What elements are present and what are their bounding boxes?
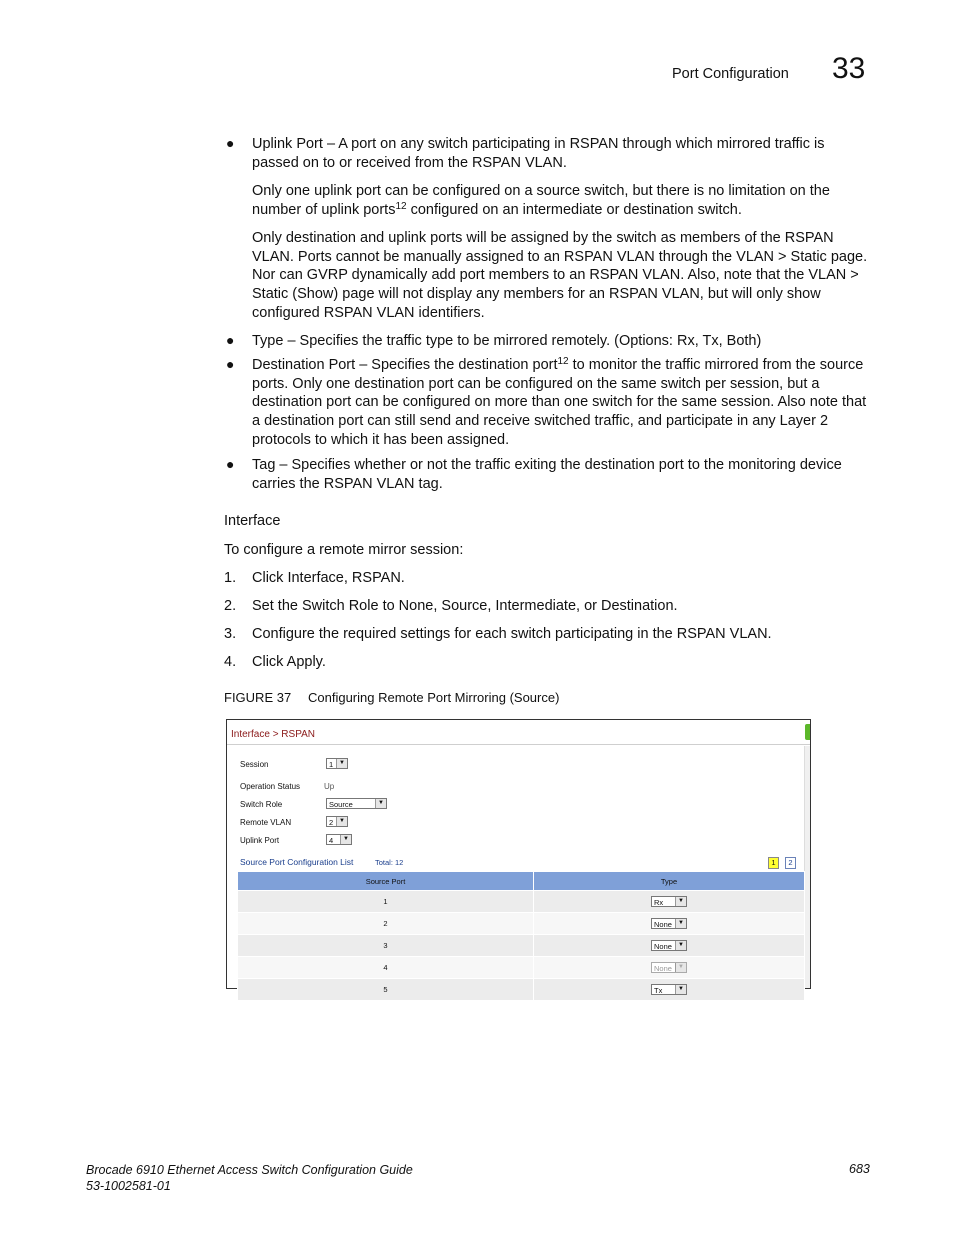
remote-vlan-select[interactable]: 2 ▼ — [326, 816, 348, 827]
type-cell — [534, 957, 805, 979]
chevron-down-icon: ▼ — [375, 799, 386, 808]
session-select[interactable]: 1 ▼ — [326, 758, 348, 769]
footer-left — [86, 1162, 413, 1194]
type-select[interactable]: Tx ▼ — [651, 984, 687, 995]
bullet-marker: ● — [226, 332, 235, 348]
page-number: 683 — [849, 1162, 870, 1176]
table-row — [238, 935, 805, 957]
port-cell: 4 — [238, 957, 534, 979]
chevron-down-icon: ▼ — [675, 919, 686, 928]
footnote-ref: 12 — [557, 356, 569, 367]
type-cell — [534, 979, 805, 1001]
rspan-screenshot — [226, 719, 811, 995]
type-cell — [534, 935, 805, 957]
intro-paragraph: To configure a remote mirror session: — [224, 542, 464, 558]
table-row — [238, 913, 805, 935]
apply-tab-indicator[interactable] — [805, 724, 810, 740]
uplink-port-select[interactable]: 4 ▼ — [326, 834, 352, 845]
step-number: 4. — [224, 654, 237, 670]
bullet-text: – A port on any switch participating in RSPAN through which mirrored traffic is passed on to or received from the RSPAN VLAN. — [252, 136, 825, 171]
type-cell — [534, 891, 805, 913]
type-cell — [534, 913, 805, 935]
chevron-down-icon: ▼ — [675, 941, 686, 950]
type-select[interactable]: None ▼ — [651, 940, 687, 951]
bullet-marker: ● — [226, 456, 235, 472]
page-2-link[interactable]: 2 — [785, 857, 796, 869]
step-text: Click Apply. — [252, 654, 326, 670]
list-title: Source Port Configuration List — [240, 857, 354, 867]
step-text: Click Interface, RSPAN. — [252, 570, 405, 586]
table-row — [238, 891, 805, 913]
bullet-tag: Tag – Specifies whether or not the traffic exiting the destination port to the monitoring device carries the RSPAN VLAN tag. — [252, 457, 842, 492]
operation-status-label: Operation Status — [240, 782, 301, 791]
port-cell: 5 — [238, 979, 534, 1001]
figure-label: FIGURE 37 — [224, 690, 292, 705]
table-row — [238, 979, 805, 1001]
footer-doc-id: 53-1002581-01 — [86, 1179, 171, 1193]
remote-vlan-label: Remote VLAN — [240, 818, 292, 827]
figure-title: Configuring Remote Port Mirroring (Source) — [308, 690, 560, 705]
port-cell: 2 — [238, 913, 534, 935]
divider — [227, 744, 810, 745]
chevron-down-icon: ▼ — [675, 963, 686, 972]
bullet-uplink-port — [252, 135, 872, 172]
chevron-down-icon: ▼ — [336, 759, 347, 768]
list-total: Total: 12 — [375, 858, 404, 867]
step-number: 2. — [224, 598, 237, 614]
bullet-marker: ● — [226, 135, 235, 151]
page-1-link[interactable]: 1 — [768, 857, 779, 869]
type-select[interactable]: Rx ▼ — [651, 896, 687, 907]
running-header-section: Port Configuration — [672, 66, 789, 82]
chevron-down-icon: ▼ — [336, 817, 347, 826]
term-uplink-port: Uplink Port — [252, 136, 323, 152]
port-cell: 3 — [238, 935, 534, 957]
paragraph-rspan-membership: Only destination and uplink ports will be assigned by the switch as members of the RSPAN VLAN. Ports cannot be manually assigned to an RSPAN VLAN through the VLAN > Static page. Nor can GVRP dynamically add port members to an RSPAN VLAN. Also, note that the VLAN > Static (Show) page will not display any members for an RSPAN VLAN, but will only show configured RSPAN VLAN identifiers. — [252, 230, 868, 321]
chevron-down-icon: ▼ — [675, 897, 686, 906]
breadcrumb[interactable]: Interface > RSPAN — [231, 729, 316, 740]
chevron-down-icon: ▼ — [340, 835, 351, 844]
bullet-marker: ● — [226, 356, 235, 372]
switch-role-select[interactable]: Source ▼ — [326, 798, 387, 809]
type-select[interactable]: None ▼ — [651, 918, 687, 929]
column-header-source-port: Source Port — [238, 872, 534, 891]
chevron-down-icon: ▼ — [675, 985, 686, 994]
step-number: 1. — [224, 570, 237, 586]
bullet-type: Type – Specifies the traffic type to be mirrored remotely. (Options: Rx, Tx, Both) — [252, 333, 762, 349]
operation-status-value: Up — [324, 782, 335, 791]
uplink-port-label: Uplink Port — [240, 836, 280, 845]
port-cell: 1 — [238, 891, 534, 913]
paragraph-uplink-limit: Only one uplink port can be configured on a source switch, but there is no limitation on the number of uplink ports$^{12}$ configured on an intermediate or destination switch. — [252, 183, 830, 218]
source-port-table — [237, 871, 805, 1001]
column-header-type: Type — [534, 872, 805, 891]
step-text: Set the Switch Role to None, Source, Intermediate, or Destination. — [252, 598, 678, 614]
step-number: 3. — [224, 626, 237, 642]
footnote-ref: 12 — [395, 200, 407, 212]
bullet-destination-port: Destination Port – Specifies the destination port$^{12}$ to monitor the traffic mirrored from the source ports. Only one destination port can be configured on the same switch per session, but a destination port can be configured on more than one switch for the same session. Also note that a destination port can still send and receive switched traffic, and participate in any Layer 2 protocols to which it has been assigned. — [252, 356, 867, 448]
switch-role-label: Switch Role — [240, 800, 283, 809]
chapter-number: 33 — [832, 52, 866, 85]
step-text: Configure the required settings for each switch participating in the RSPAN VLAN. — [252, 626, 772, 642]
session-label: Session — [240, 760, 269, 769]
footer-doc-title: Brocade 6910 Ethernet Access Switch Configuration Guide — [86, 1163, 413, 1177]
table-row — [238, 957, 805, 979]
section-heading: Interface — [224, 513, 281, 529]
type-select-disabled: None ▼ — [651, 962, 687, 973]
